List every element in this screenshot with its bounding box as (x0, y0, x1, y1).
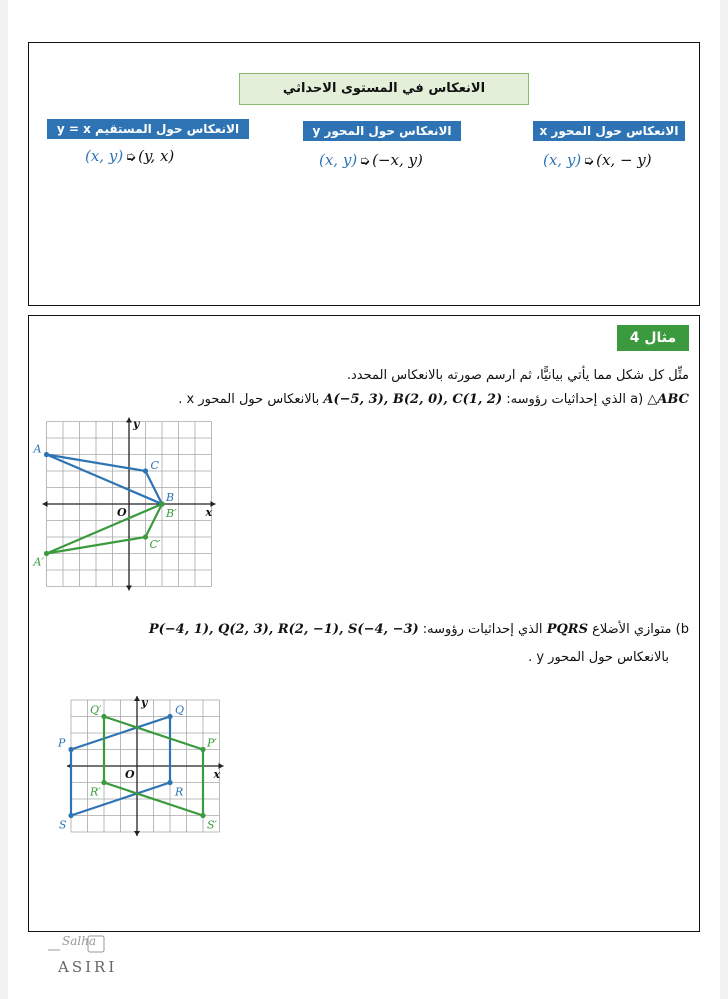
y-axis-label: y (133, 417, 140, 431)
vertex-label: A′ (33, 555, 44, 569)
vertex-label: Q (175, 703, 185, 717)
part-a-statement (178, 392, 689, 407)
vertex-point (159, 501, 164, 506)
rules-title: الانعكاس في المستوى الاحداثي (239, 73, 529, 105)
reflection-rules-panel (28, 42, 700, 306)
origin-label: O (117, 506, 127, 519)
vertex-point (44, 452, 49, 457)
rule-y-axis-output: (−x, y) (372, 151, 423, 169)
example-panel (28, 315, 700, 932)
image-shape (47, 504, 163, 554)
y-axis-arrow-icon (134, 696, 140, 701)
rule-x-axis-input: (x, y) (543, 151, 582, 169)
vertex-label: S (59, 818, 67, 832)
graph-b (53, 686, 223, 844)
vertex-label: R (175, 785, 184, 799)
vertex-label: S′ (207, 818, 218, 832)
x-axis-label: x (205, 506, 213, 519)
example-instruction: مثِّل كل شكل مما يأتي بيانيًّا، ثم ارسم صورته بالانعكاس المحدد. (346, 368, 689, 383)
vertex-point (143, 468, 148, 473)
vertex-label: P (58, 736, 66, 750)
vertex-point (143, 534, 148, 539)
part-a-shape: △ABC (647, 392, 689, 407)
origin-label: O (125, 768, 135, 781)
vertex-point (200, 813, 205, 818)
rule-x-axis-label: الانعكاس حول المحور x (533, 121, 685, 141)
graph-a (33, 417, 215, 586)
vertex-label: C′ (149, 538, 161, 551)
rule-x-axis-output: (x, − y) (596, 151, 652, 169)
part-b-text: الذي إحداثيات رؤوسه: (422, 622, 543, 637)
rule-y-axis-formula (319, 151, 423, 169)
rule-line-yx-input: (x, y) (85, 147, 124, 165)
example-badge: مثال 4 (617, 325, 689, 351)
vertex-label: P′ (207, 736, 217, 750)
logo-name: ASIRI (58, 958, 118, 976)
vertex-point (101, 714, 106, 719)
part-b-coords: P(−4, 1), Q(2, 3), R(2, −1), S(−4, −3) (148, 622, 419, 637)
vertex-point (167, 714, 172, 719)
part-a-text: الذي إحداثيات رؤوسه: (506, 392, 626, 407)
part-b-text-start: متوازي الأضلاع (592, 622, 672, 637)
x-axis-label: x (213, 768, 221, 781)
vertex-point (44, 551, 49, 556)
vertex-point (200, 747, 205, 752)
arrow-icon: ➭ (359, 154, 371, 169)
vertex-label: R′ (90, 785, 101, 799)
x-axis-arrow-icon (43, 501, 48, 507)
y-axis-arrow-icon (126, 586, 132, 591)
vertex-point (101, 780, 106, 785)
logo-script: Salha (62, 934, 97, 948)
rule-line-yx-formula (85, 147, 174, 165)
vertex-point (68, 747, 73, 752)
rule-y-axis-input: (x, y) (319, 151, 358, 169)
part-a-end: بالانعكاس حول المحور x . (178, 392, 320, 407)
vertex-label: B′ (166, 507, 177, 520)
y-axis-arrow-icon (126, 418, 132, 423)
part-b-shape: PQRS (546, 622, 588, 637)
part-b-line2: بالانعكاس حول المحور y . (528, 650, 669, 665)
vertex-label: B (166, 491, 175, 504)
rule-line-yx-label: الانعكاس حول المستقيم y = x (47, 119, 249, 139)
part-a-coords: A(−5, 3), B(2, 0), C(1, 2) (323, 392, 503, 407)
vertex-label: C (150, 459, 159, 472)
rule-line-yx-output: (y, x) (138, 147, 175, 165)
rule-x-axis-formula (543, 151, 652, 169)
vertex-point (167, 780, 172, 785)
part-b-statement (149, 622, 689, 637)
original-shape (47, 455, 163, 505)
worksheet-page (8, 0, 720, 999)
part-a-marker: a) (630, 392, 644, 407)
y-axis-label: y (141, 696, 148, 709)
vertex-point (68, 813, 73, 818)
arrow-icon: ➭ (583, 154, 595, 169)
part-b-marker: b) (675, 622, 689, 637)
arrow-icon: ➭ (125, 150, 137, 165)
rule-y-axis-label: الانعكاس حول المحور y (303, 121, 461, 141)
vertex-label: A (33, 442, 42, 456)
y-axis-arrow-icon (134, 831, 140, 836)
vertex-label: Q′ (90, 703, 102, 717)
